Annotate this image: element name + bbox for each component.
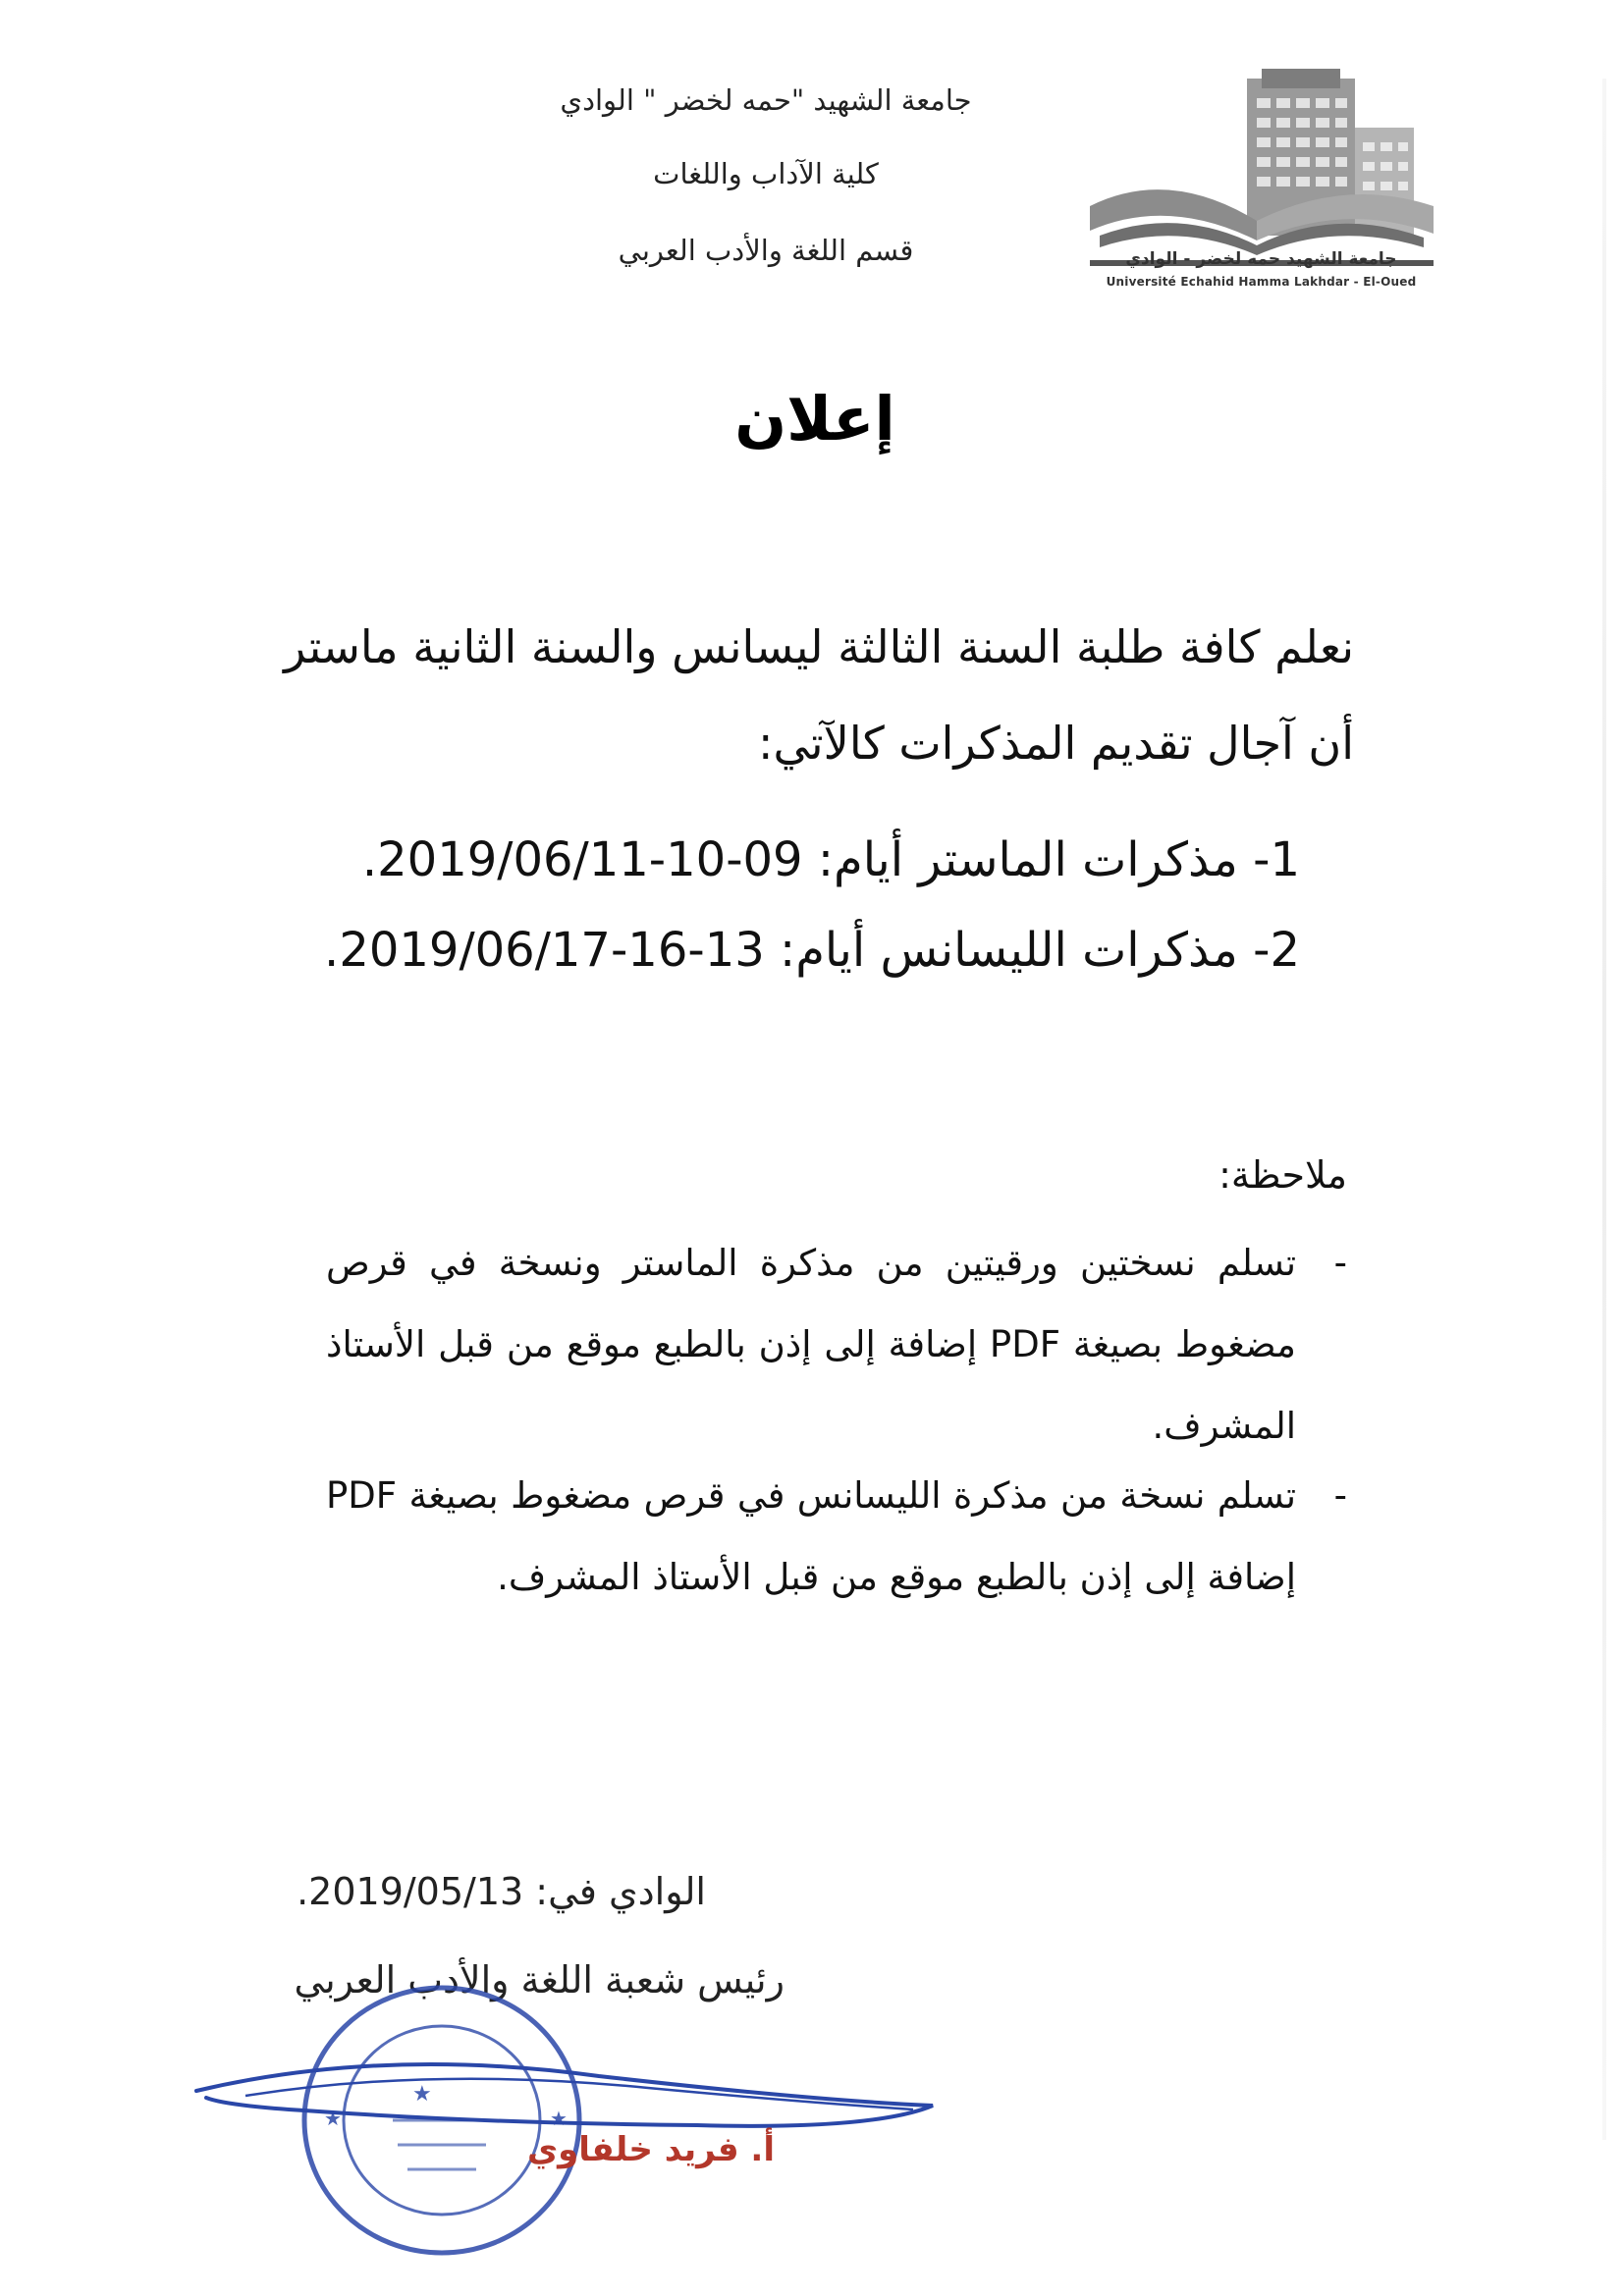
note-text-2: تسلم نسخة من مذكرة الليسانس في قرص مضغوط بصيغة PDF إضافة إلى إذن بالطبع موقع من قبل الأستاذ المشرف. — [326, 1474, 1296, 1598]
svg-text:★: ★ — [550, 2107, 568, 2130]
note-dash: - — [1333, 1242, 1347, 1284]
note-text-1: تسلم نسختين ورقيتين من مذكرة الماستر ونسخة في قرص مضغوط بصيغة PDF إضافة إلى إذن بالطبع موقع من قبل الأستاذ المشرف. — [326, 1242, 1296, 1447]
signer-title: رئيس شعبة اللغة والأدب العربي — [294, 1958, 785, 2002]
logo-name-arabic: جامعة الشهيد حمه لخضر - الوادي — [1125, 249, 1397, 269]
place-date: الوادي في: 2019/05/13. — [297, 1870, 706, 1913]
svg-text:★: ★ — [412, 2082, 432, 2107]
logo-name-latin: Université Echahid Hamma Lakhdar - El-Oued — [1106, 275, 1417, 289]
announcement-title: إعلان — [734, 383, 895, 454]
note-item-2 — [326, 1455, 1347, 1618]
signer-name: أ. فريد خلفاوي — [527, 2130, 775, 2169]
note-dash: - — [1333, 1474, 1347, 1517]
department-name: قسم اللغة والأدب العربي — [618, 234, 914, 267]
notes-heading: ملاحظة: — [1218, 1153, 1347, 1197]
intro-line-2: أن آجال تقديم المذكرات كالآتي: — [757, 717, 1354, 770]
scan-edge — [1602, 79, 1606, 2140]
faculty-name: كلية الآداب واللغات — [653, 157, 879, 190]
intro-line-1: نعلم كافة طلبة السنة الثالثة ليسانس والسنة الثانية ماستر — [284, 620, 1354, 673]
license-deadline: 2- مذكرات الليسانس أيام: 13-16-2019/06/17. — [324, 923, 1300, 978]
university-name: جامعة الشهيد "حمه لخضر " الوادي — [560, 83, 972, 117]
note-item-1 — [326, 1222, 1347, 1467]
official-stamp-icon — [265, 1973, 638, 2258]
master-deadline: 1- مذكرات الماستر أيام: 09-10-2019/06/11. — [361, 832, 1300, 887]
svg-text:★: ★ — [324, 2107, 342, 2130]
